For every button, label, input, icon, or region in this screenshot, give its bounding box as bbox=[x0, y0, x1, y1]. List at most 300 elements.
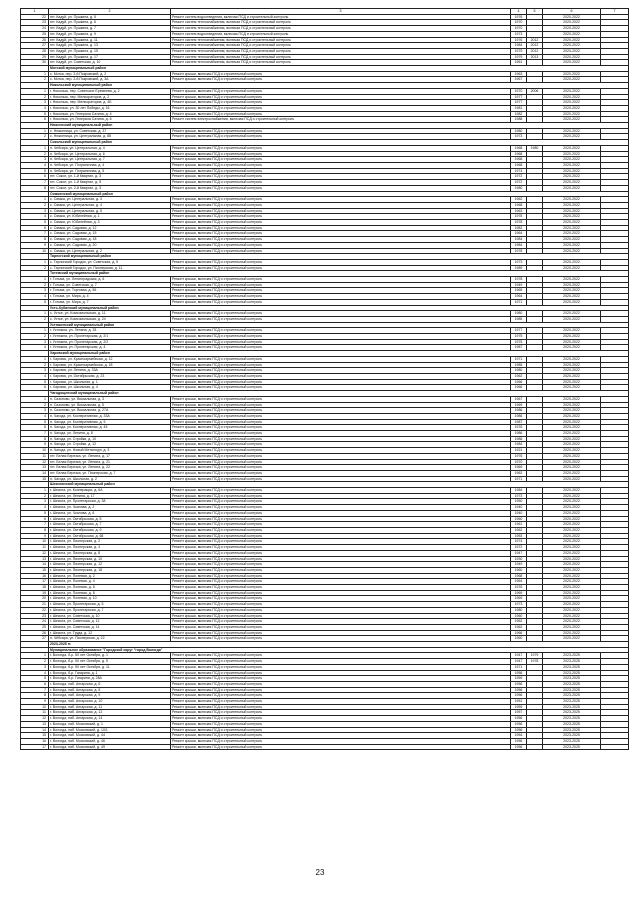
address-cell: г. Шексна, ул. Советская, д. 12 bbox=[49, 619, 171, 625]
row-number: 13 bbox=[21, 556, 49, 562]
period-cell: 2020-2022 bbox=[543, 259, 601, 265]
work-type-cell: Ремонт крыши, включая ПСД и строительный контроль bbox=[171, 545, 511, 551]
year-built-cell: 1964 bbox=[511, 579, 527, 585]
period-cell: 2020-2022 bbox=[543, 145, 601, 151]
row-number: 1 bbox=[21, 71, 49, 77]
address-cell: п. Чагода, ул. Кооперативная, д. 45 bbox=[49, 425, 171, 431]
work-type-cell: Ремонт крыши, включая ПСД и строительный контроль bbox=[171, 105, 511, 111]
period-cell: 2020-2022 bbox=[543, 100, 601, 106]
address-cell: г. Вологда, б-р. Гагарина, д. 28А bbox=[49, 676, 171, 682]
period-cell: 2020-2022 bbox=[543, 162, 601, 168]
year-built-cell: 1980 bbox=[511, 311, 527, 317]
period-cell: 2023-2025 bbox=[543, 704, 601, 710]
year-built-cell: 1956 bbox=[511, 716, 527, 722]
period-cell: 2020-2022 bbox=[543, 311, 601, 317]
work-type-cell: Ремонт крыши, включая ПСД и строительный контроль bbox=[171, 265, 511, 271]
work-type-cell: Ремонт крыши, включая ПСД и строительный контроль bbox=[171, 664, 511, 670]
period-cell: 2020-2022 bbox=[543, 442, 601, 448]
address-cell: п. Сазоново, ул. Вокзальная, д. 3 bbox=[49, 396, 171, 402]
work-type-cell: Ремонт крыши, включая ПСД и строительный контроль bbox=[171, 476, 511, 482]
year-built-cell: 1970 bbox=[511, 20, 527, 26]
year-built-cell: 1974 bbox=[511, 539, 527, 545]
period-cell: 2020-2022 bbox=[543, 630, 601, 636]
period-cell: 2020-2022 bbox=[543, 573, 601, 579]
work-type-cell: Ремонт крыши, включая ПСД и строительный контроль bbox=[171, 602, 511, 608]
year-built-cell: 1973 bbox=[511, 31, 527, 37]
address-cell: п. Сазоново, ул. Вокзальная, д. 5 bbox=[49, 402, 171, 408]
address-cell: с. Сямжа, ул. Садовая, д. 15 bbox=[49, 231, 171, 237]
work-type-cell: Ремонт крыши, включая ПСД и строительный контроль bbox=[171, 225, 511, 231]
period-cell: 2020-2022 bbox=[543, 465, 601, 471]
period-cell: 2020-2022 bbox=[543, 413, 601, 419]
work-type-cell: Ремонт крыши, включая ПСД и строительный контроль bbox=[171, 288, 511, 294]
work-type-cell: Ремонт крыши, включая ПСД и строительный контроль bbox=[171, 88, 511, 94]
period-cell: 2020-2022 bbox=[543, 562, 601, 568]
address-cell: пгт. Сокол, ул. 1-й Квартал, д. 3 bbox=[49, 174, 171, 180]
work-type-cell: Ремонт крыши, включая ПСД и строительный контроль bbox=[171, 294, 511, 300]
address-cell: п. Чагода, ул. Кооперативная, д. 33А bbox=[49, 413, 171, 419]
address-cell: г. Шексна, ул. Полевая, д. 10 bbox=[49, 596, 171, 602]
row-number: 30 bbox=[21, 60, 49, 66]
work-type-cell: Ремонт крыши, включая ПСД и строительный контроль bbox=[171, 379, 511, 385]
period-cell: 2020-2022 bbox=[543, 402, 601, 408]
address-cell: пгт. Сокол, ул. 1-й Квартал, д. 5 bbox=[49, 180, 171, 186]
row-number: 21 bbox=[21, 602, 49, 608]
work-type-cell: Ремонт крыши, включая ПСД и строительный контроль bbox=[171, 259, 511, 265]
row-number: 6 bbox=[21, 225, 49, 231]
period-cell: 2023-2025 bbox=[543, 721, 601, 727]
period-cell: 2020-2022 bbox=[543, 220, 601, 226]
year-built-cell: 1984 bbox=[511, 488, 527, 494]
work-type-cell: Ремонт крыши, включая ПСД и строительный контроль bbox=[171, 339, 511, 345]
year-built-cell: 1964 bbox=[511, 231, 527, 237]
year-built-cell: 1979 bbox=[511, 48, 527, 54]
year-built-cell: 1969 bbox=[511, 590, 527, 596]
address-cell: пгт. Белая Березка, ул. Ленина, д. 21 bbox=[49, 459, 171, 465]
year-built-cell: 1973 bbox=[511, 602, 527, 608]
column-header: 2 bbox=[49, 9, 171, 15]
year-built-cell: 1966 bbox=[511, 630, 527, 636]
work-type-cell: Ремонт крыши, включая ПСД и строительный контроль bbox=[171, 385, 511, 391]
address-cell: г. Шексна, ул. Советская, д. 10 bbox=[49, 613, 171, 619]
address-cell: г. Шексна, ул. Пролетарская, д. 7 bbox=[49, 607, 171, 613]
work-type-cell: Ремонт крыши, включая ПСД и строительный контроль bbox=[171, 533, 511, 539]
row-number: 3 bbox=[21, 408, 49, 414]
address-cell: г. Харовск, ул. Октябрьская, д. 23 bbox=[49, 374, 171, 380]
year-built-cell: 1967 bbox=[511, 77, 527, 83]
year-built-cell: 1972 bbox=[511, 174, 527, 180]
column-header: 4 bbox=[511, 9, 527, 15]
row-number: 15 bbox=[21, 567, 49, 573]
year-built-cell: 1971 bbox=[511, 299, 527, 305]
row-number: 16 bbox=[21, 739, 49, 745]
row-number: 27 bbox=[21, 43, 49, 49]
row-number: 6 bbox=[21, 681, 49, 687]
row-number: 2 bbox=[21, 493, 49, 499]
year-built-cell: 1956 bbox=[511, 670, 527, 676]
row-number: 2 bbox=[21, 282, 49, 288]
period-cell: 2020-2022 bbox=[543, 408, 601, 414]
period-cell: 2020-2022 bbox=[543, 31, 601, 37]
period-cell: 2020-2022 bbox=[543, 396, 601, 402]
address-cell: с. Сямжа, ул. Центральная, д. 4 bbox=[49, 202, 171, 208]
row-number: 5 bbox=[21, 510, 49, 516]
address-cell: пгт. Кадуй, ул. Пушкина, д. 11 bbox=[49, 37, 171, 43]
period-cell: 2020-2022 bbox=[543, 277, 601, 283]
row-number: 26 bbox=[21, 630, 49, 636]
row-number: 12 bbox=[21, 459, 49, 465]
work-type-cell: Ремонт крыши, включая ПСД и строительный контроль bbox=[171, 202, 511, 208]
period-cell: 2020-2022 bbox=[543, 476, 601, 482]
row-number: 8 bbox=[21, 527, 49, 533]
period-cell: 2020-2022 bbox=[543, 202, 601, 208]
row-number: 5 bbox=[21, 419, 49, 425]
address-cell: г. Устюжна, ул. Пролетарская, д. 2/2 bbox=[49, 339, 171, 345]
work-type-cell: Ремонт крыши, включая ПСД и строительный контроль bbox=[171, 716, 511, 722]
year-built-cell: 1966 bbox=[511, 385, 527, 391]
period-cell: 2020-2022 bbox=[543, 14, 601, 20]
year-built-cell: 1985 bbox=[511, 362, 527, 368]
work-type-cell: Ремонт крыши, включая ПСД и строительный контроль bbox=[171, 431, 511, 437]
period-cell: 2020-2022 bbox=[543, 185, 601, 191]
year-built-cell: 1963 bbox=[511, 71, 527, 77]
row-number: 2 bbox=[21, 134, 49, 140]
work-type-cell: Ремонт крыши, включая ПСД и строительный контроль bbox=[171, 516, 511, 522]
work-type-cell: Ремонт крыши, включая ПСД и строительный контроль bbox=[171, 693, 511, 699]
year-built-cell: 1963 bbox=[511, 208, 527, 214]
period-cell: 2023-2025 bbox=[543, 693, 601, 699]
period-cell: 2020-2022 bbox=[543, 516, 601, 522]
work-type-cell: Ремонт крыши, включая ПСД и строительный контроль bbox=[171, 436, 511, 442]
work-type-cell: Ремонт крыши, включая ПСД и строительный контроль bbox=[171, 624, 511, 630]
table-row bbox=[21, 744, 629, 750]
address-cell: пгт. Кадуй, ул. Советская, д. 10 bbox=[49, 60, 171, 66]
period-cell: 2020-2022 bbox=[543, 242, 601, 248]
work-type-cell: Ремонт крыши, включая ПСД и строительный контроль bbox=[171, 453, 511, 459]
period-cell: 2020-2022 bbox=[543, 368, 601, 374]
period-cell: 2020-2022 bbox=[543, 488, 601, 494]
row-number: 6 bbox=[21, 117, 49, 123]
address-cell: с. Сямжа, ул. Центральная, д. 5 bbox=[49, 208, 171, 214]
period-cell: 2023-2025 bbox=[543, 710, 601, 716]
work-type-cell: Ремонт крыши, включая ПСД и строительный контроль bbox=[171, 248, 511, 254]
year-built-cell: 1987 bbox=[511, 419, 527, 425]
work-type-cell: Ремонт крыши, включая ПСД и строительный контроль bbox=[171, 282, 511, 288]
work-type-cell: Ремонт крыши, включая ПСД и строительный контроль bbox=[171, 442, 511, 448]
period-cell: 2020-2022 bbox=[543, 248, 601, 254]
work-type-cell: Ремонт крыши, включая ПСД и строительный контроль bbox=[171, 505, 511, 511]
period-cell: 2020-2022 bbox=[543, 48, 601, 54]
work-type-cell: Ремонт крыши, включая ПСД и строительный контроль bbox=[171, 493, 511, 499]
address-cell: с. Сямжа, ул. Центральная, д. 2 bbox=[49, 248, 171, 254]
row-number: 1 bbox=[21, 259, 49, 265]
row-number: 29 bbox=[21, 54, 49, 60]
section-title: Никольский муниципальный район bbox=[49, 83, 629, 89]
work-type-cell: Ремонт крыши, включая ПСД и строительный контроль bbox=[171, 459, 511, 465]
period-cell: 2020-2022 bbox=[543, 208, 601, 214]
period-cell: 2023-2025 bbox=[543, 670, 601, 676]
row-number: 1 bbox=[21, 396, 49, 402]
address-cell: с. Сямжа, ул. Садовая, д. 18 bbox=[49, 237, 171, 243]
period-cell: 2020-2022 bbox=[543, 299, 601, 305]
row-number: 3 bbox=[21, 664, 49, 670]
address-cell: пгт. Кадуй, ул. Пушкина, д. 5 bbox=[49, 14, 171, 20]
table-body bbox=[21, 14, 629, 750]
year-built-cell: 1949 bbox=[511, 562, 527, 568]
period-cell: 2020-2022 bbox=[543, 197, 601, 203]
row-number: 3 bbox=[21, 100, 49, 106]
row-number: 1 bbox=[21, 653, 49, 659]
address-cell: г. Вологда, б-р. 50 лет Октября, д. 11 bbox=[49, 664, 171, 670]
page-number: 23 bbox=[315, 868, 325, 877]
work-type-cell: Ремонт крыши, включая ПСД и строительный контроль bbox=[171, 356, 511, 362]
period-cell: 2020-2022 bbox=[543, 77, 601, 83]
period-cell: 2023-2025 bbox=[543, 676, 601, 682]
address-cell: пгт. Кадуй, ул. Пушкина, д. 17 bbox=[49, 54, 171, 60]
work-type-cell: Ремонт крыши, включая ПСД и строительный контроль bbox=[171, 151, 511, 157]
row-number: 5 bbox=[21, 299, 49, 305]
work-type-cell: Ремонт крыши, включая ПСД и строительный контроль bbox=[171, 710, 511, 716]
year-renovated-cell: 2012 bbox=[527, 48, 543, 54]
work-type-cell: Ремонт крыши, включая ПСД и строительный контроль bbox=[171, 208, 511, 214]
row-number: 3 bbox=[21, 339, 49, 345]
year-built-cell: 1947 bbox=[511, 550, 527, 556]
work-type-cell: Ремонт крыши, включая ПСД и строительный контроль bbox=[171, 676, 511, 682]
year-built-cell: 1968 bbox=[511, 573, 527, 579]
period-cell: 2020-2022 bbox=[543, 60, 601, 66]
year-built-cell: 1985 bbox=[511, 316, 527, 322]
year-built-cell: 1957 bbox=[511, 710, 527, 716]
address-cell: с. Устье, ул. Комсомольская, д. 11 bbox=[49, 311, 171, 317]
row-number: 20 bbox=[21, 596, 49, 602]
row-number: 3 bbox=[21, 157, 49, 163]
row-number: 25 bbox=[21, 31, 49, 37]
period-cell: 2020-2022 bbox=[543, 43, 601, 49]
address-cell: г. Устюжна, ул. Ленина, д. 33 bbox=[49, 328, 171, 334]
year-built-cell: 1959 bbox=[511, 704, 527, 710]
work-type-cell: Ремонт крыши, включая ПСД и строительный контроль bbox=[171, 328, 511, 334]
year-built-cell: 1977 bbox=[511, 100, 527, 106]
row-number: 9 bbox=[21, 442, 49, 448]
address-cell: п. Чагода, ул. Новый Металлург, д. 3 bbox=[49, 448, 171, 454]
period-cell: 2020-2022 bbox=[543, 431, 601, 437]
address-cell: г. Вологда, наб. Московский, д. 1 bbox=[49, 721, 171, 727]
row-number: 5 bbox=[21, 168, 49, 174]
period-cell: 2020-2022 bbox=[543, 339, 601, 345]
year-built-cell: 1960 bbox=[511, 516, 527, 522]
address-cell: пгт. Кадуй, ул. Пушкина, д. 15 bbox=[49, 48, 171, 54]
row-number: 27 bbox=[21, 636, 49, 642]
address-cell: пгт. Кадуй, ул. Пушкина, д. 9 bbox=[49, 31, 171, 37]
year-built-cell: 1970 bbox=[511, 88, 527, 94]
row-number: 5 bbox=[21, 220, 49, 226]
year-built-cell: 1960 bbox=[511, 613, 527, 619]
address-cell: с. Мотка, пер. 2-й Покровский, д. 3А bbox=[49, 77, 171, 83]
address-cell: с. Сямжа, ул. Садовая, д. 12 bbox=[49, 225, 171, 231]
period-cell: 2020-2022 bbox=[543, 225, 601, 231]
row-number: 23 bbox=[21, 613, 49, 619]
section-title: Сокольский муниципальный район bbox=[49, 140, 629, 146]
row-number: 11 bbox=[21, 710, 49, 716]
period-cell: 2020-2022 bbox=[543, 385, 601, 391]
period-cell: 2020-2022 bbox=[543, 26, 601, 32]
address-cell: г. Шексна, ул. Октябрьская, д. 7 bbox=[49, 522, 171, 528]
row-number: 4 bbox=[21, 162, 49, 168]
year-renovated-cell: 1978 bbox=[527, 659, 543, 665]
year-renovated-cell: 2012 bbox=[527, 43, 543, 49]
address-cell: с. Сямжа, ул. Юбилейная, д. 3 bbox=[49, 220, 171, 226]
address-cell: г. Шексна, ул. Ленина, д. 17 bbox=[49, 493, 171, 499]
row-number: 4 bbox=[21, 413, 49, 419]
period-cell: 2020-2022 bbox=[543, 527, 601, 533]
row-number: 1 bbox=[21, 356, 49, 362]
address-cell: г. Харовск, ул. Красноармейская, д. 18 bbox=[49, 362, 171, 368]
period-cell: 2020-2022 bbox=[543, 510, 601, 516]
document-page bbox=[20, 8, 628, 882]
row-number: 2 bbox=[21, 265, 49, 271]
row-number: 4 bbox=[21, 214, 49, 220]
year-built-cell: 1978 bbox=[511, 220, 527, 226]
work-type-cell: Ремонт крыши, включая ПСД и строительный контроль bbox=[171, 510, 511, 516]
row-number: 2 bbox=[21, 316, 49, 322]
year-built-cell: 1986 bbox=[511, 436, 527, 442]
year-built-cell: 1984 bbox=[511, 237, 527, 243]
row-number: 5 bbox=[21, 111, 49, 117]
period-cell: 2020-2022 bbox=[543, 533, 601, 539]
address-cell: г. Шексна, ул. Октябрьская, д. 5 bbox=[49, 516, 171, 522]
year-built-cell: 1974 bbox=[511, 168, 527, 174]
address-cell: г. Никольск, ул. 30 лет Победы, д. 16 bbox=[49, 105, 171, 111]
work-type-cell: Ремонт крыши, включая ПСД и строительный контроль bbox=[171, 145, 511, 151]
row-number: 7 bbox=[21, 431, 49, 437]
address-cell: с. Нюксеница, ул. Центральная, д. 88 bbox=[49, 134, 171, 140]
address-cell: г. Шексна, ул. Пролетарская, д. 5 bbox=[49, 602, 171, 608]
work-type-cell: Ремонт крыши, включая ПСД и строительный контроль bbox=[171, 180, 511, 186]
row-number: 24 bbox=[21, 26, 49, 32]
column-header: 5 bbox=[527, 9, 543, 15]
address-cell: г. Тотьма, ул. Ленинградская, д. 6 bbox=[49, 277, 171, 283]
address-cell: п. Чебсара, ул. Пограничная, д. 5 bbox=[49, 168, 171, 174]
year-built-cell: 1980 bbox=[511, 128, 527, 134]
column-header: 1 bbox=[21, 9, 49, 15]
period-cell: 2020-2022 bbox=[543, 134, 601, 140]
row-number: 8 bbox=[21, 693, 49, 699]
year-built-cell: 1976 bbox=[511, 425, 527, 431]
work-type-cell: Ремонт крыши, включая ПСД и строительный контроль bbox=[171, 550, 511, 556]
address-cell: г. Вологда, наб. Ангарская, д. 12 bbox=[49, 710, 171, 716]
capital-repair-table bbox=[20, 8, 629, 750]
period-cell: 2023-2025 bbox=[543, 664, 601, 670]
address-cell: г. Харовск, ул. Красноармейская, д. 12 bbox=[49, 356, 171, 362]
work-type-cell: Ремонт крыши, включая ПСД и строительный контроль bbox=[171, 185, 511, 191]
row-number: 22 bbox=[21, 14, 49, 20]
work-type-cell: Ремонт крыши, включая ПСД и строительный контроль bbox=[171, 100, 511, 106]
address-cell: г. Вологда, б-р. 50 лет Октября, д. 5 bbox=[49, 659, 171, 665]
period-cell: 2020-2022 bbox=[543, 71, 601, 77]
year-built-cell: 1984 bbox=[511, 442, 527, 448]
work-type-cell: Ремонт крыши, включая ПСД и строительный контроль bbox=[171, 168, 511, 174]
work-type-cell: Ремонт крыши, включая ПСД и строительный контроль bbox=[171, 448, 511, 454]
work-type-cell: Ремонт крыши, включая ПСД и строительный контроль bbox=[171, 94, 511, 100]
work-type-cell: Ремонт крыши, включая ПСД и строительный контроль bbox=[171, 670, 511, 676]
year-built-cell: 1961 bbox=[511, 522, 527, 528]
address-cell: г. Шексна, ул. Пионерская, д. 18 bbox=[49, 567, 171, 573]
address-cell: п. Чебсара, ул. Центральная, д. 4 bbox=[49, 145, 171, 151]
work-type-cell: Ремонт крыши, включая ПСД и строительный контроль bbox=[171, 653, 511, 659]
period-cell: 2020-2022 bbox=[543, 214, 601, 220]
year-built-cell: 1968 bbox=[511, 151, 527, 157]
row-number: 1 bbox=[21, 88, 49, 94]
row-number: 4 bbox=[21, 505, 49, 511]
row-number: 15 bbox=[21, 476, 49, 482]
section-title: Устюженский муниципальный район bbox=[49, 322, 629, 328]
row-number: 25 bbox=[21, 624, 49, 630]
address-cell: г. Шексна, ул. Полевая, д. 2 bbox=[49, 573, 171, 579]
address-cell: с. Сямжа, ул. Садовая, д. 20 bbox=[49, 242, 171, 248]
row-number: 2 bbox=[21, 362, 49, 368]
period-cell: 2020-2022 bbox=[543, 345, 601, 351]
year-built-cell: 1962 bbox=[511, 624, 527, 630]
row-number: 8 bbox=[21, 185, 49, 191]
address-cell: г. Никольск, пер. Советское Еремеева, д. 2 bbox=[49, 88, 171, 94]
year-built-cell: 1988 bbox=[511, 117, 527, 123]
empty-cell bbox=[601, 744, 629, 750]
year-built-cell: 1986 bbox=[511, 431, 527, 437]
work-type-cell: Ремонт крыши, включая ПСД и строительный контроль bbox=[171, 527, 511, 533]
year-built-cell: 1962 bbox=[511, 374, 527, 380]
row-number: 3 bbox=[21, 368, 49, 374]
address-cell: пгт. Кадуй, ул. Пушкина, д. 13 bbox=[49, 43, 171, 49]
address-cell: г. Шексна, ул. Кооперации, д. 6А bbox=[49, 488, 171, 494]
period-cell: 2020-2022 bbox=[543, 607, 601, 613]
work-type-cell: Ремонт крыши, включая ПСД и строительный контроль bbox=[171, 408, 511, 414]
year-built-cell: 1968 bbox=[511, 145, 527, 151]
year-built-cell: 1967 bbox=[511, 396, 527, 402]
address-cell: г. Тотьма, ул. Мира, д. 4 bbox=[49, 294, 171, 300]
year-built-cell: 1980 bbox=[511, 185, 527, 191]
year-built-cell: 1921 bbox=[511, 448, 527, 454]
year-renovated-cell: 2012 bbox=[527, 37, 543, 43]
period-cell: 2020-2022 bbox=[543, 585, 601, 591]
address-cell: пгт. Белая Березка, ул. Ленина, д. 17 bbox=[49, 453, 171, 459]
address-cell: г. Шексна, ул. Пионерская, д. 2 bbox=[49, 539, 171, 545]
address-cell: г. Вологда, наб. Ангарская, д. 9 bbox=[49, 693, 171, 699]
period-cell: 2020-2022 bbox=[543, 613, 601, 619]
row-number: 7 bbox=[21, 180, 49, 186]
work-type-cell: Ремонт крыши, включая ПСД и строительный контроль bbox=[171, 71, 511, 77]
work-type-cell: Ремонт крыши, включая ПСД и строительный контроль bbox=[171, 419, 511, 425]
period-cell: 2020-2022 bbox=[543, 157, 601, 163]
year-built-cell: 1981 bbox=[511, 105, 527, 111]
address-cell: г. Вологда, наб. Московский, д. 49 bbox=[49, 744, 171, 750]
work-type-cell: Ремонт крыши, включая ПСД и строительный контроль bbox=[171, 556, 511, 562]
row-number: 6 bbox=[21, 516, 49, 522]
work-type-cell: Ремонт крыши, включая ПСД и строительный контроль bbox=[171, 590, 511, 596]
row-number: 17 bbox=[21, 579, 49, 585]
address-cell: г. Вологда, наб. Ангарская, д. 14 bbox=[49, 716, 171, 722]
row-number: 6 bbox=[21, 174, 49, 180]
year-built-cell: 1975 bbox=[511, 339, 527, 345]
address-cell: п. Чагода, ул. Кооперативная, д. 5 bbox=[49, 419, 171, 425]
row-number: 4 bbox=[21, 105, 49, 111]
work-type-cell: Ремонт крыши, включая ПСД и строительный контроль bbox=[171, 334, 511, 340]
period-cell: 2020-2022 bbox=[543, 265, 601, 271]
period-cell: 2020-2022 bbox=[543, 470, 601, 476]
section-title: Тотемский муниципальный район bbox=[49, 271, 629, 277]
year-built-cell: 1956 bbox=[511, 739, 527, 745]
row-number: 2 bbox=[21, 77, 49, 83]
period-cell: 2020-2022 bbox=[543, 636, 601, 642]
